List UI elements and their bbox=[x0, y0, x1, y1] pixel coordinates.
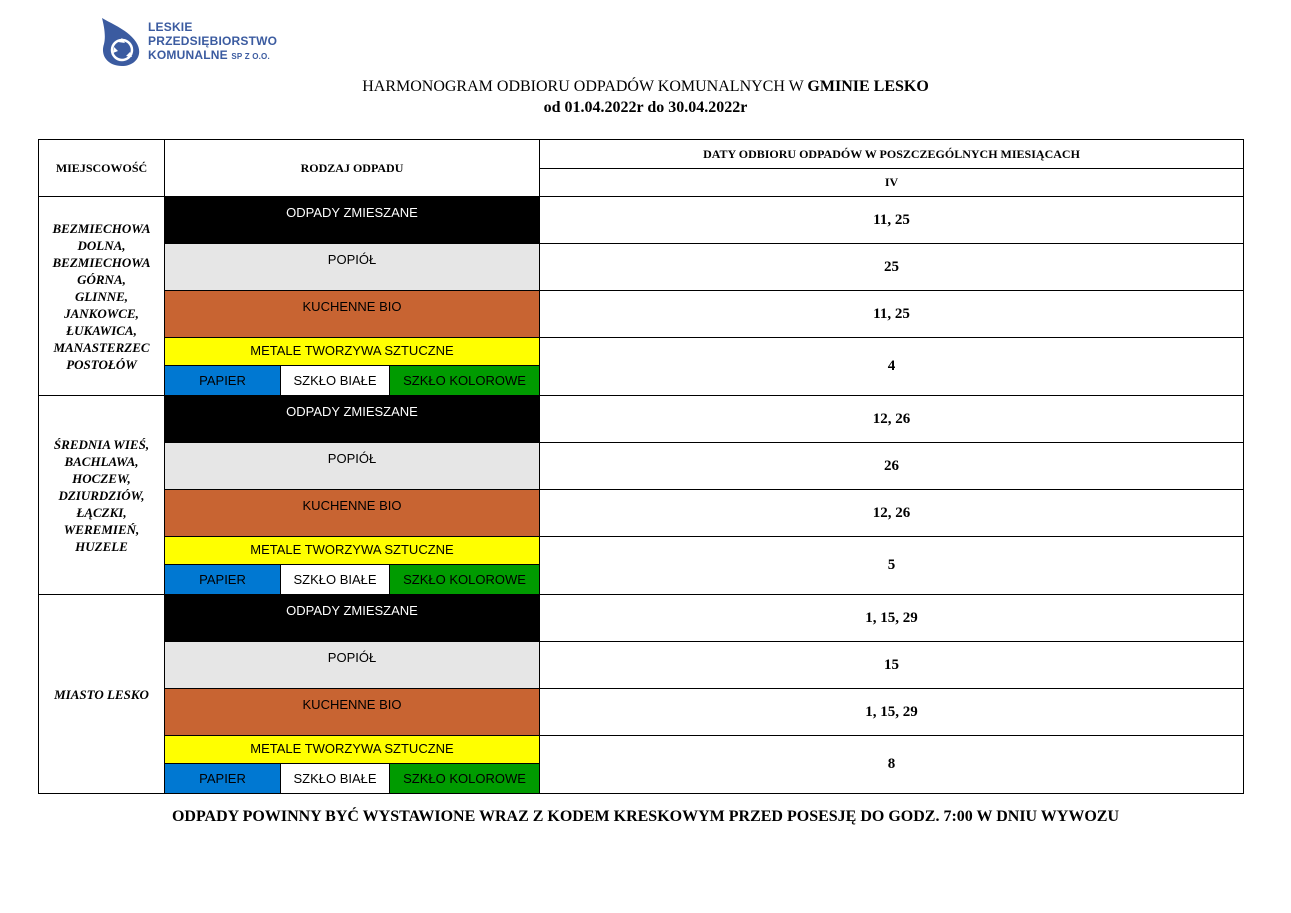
place-name: GLINNE, bbox=[74, 288, 129, 304]
table-row bbox=[39, 689, 1244, 736]
place-name: POSTOŁÓW bbox=[66, 356, 137, 372]
footer-notice: ODPADY POWINNY BYĆ WYSTAWIONE WRAZ Z KODEM KRESKOWYM PRZED POSESJĘ DO GODZ. 7:00 W DNIU WYWOZU bbox=[171, 808, 1120, 825]
header-waste-type: RODZAJ ODPADU bbox=[165, 140, 540, 197]
place-name: MIASTO LESKO bbox=[54, 686, 149, 702]
table-row bbox=[39, 244, 1244, 291]
waste-metal: METALE TWORZYWA SZTUCZNE bbox=[165, 537, 539, 564]
place-name: GÓRNA, bbox=[77, 271, 126, 287]
recycle-drop-icon bbox=[98, 16, 146, 68]
waste-glass-white: SZKŁO BIAŁE bbox=[280, 366, 390, 395]
waste-cell bbox=[165, 689, 540, 736]
table-row bbox=[39, 595, 1244, 642]
header-month: IV bbox=[540, 169, 1244, 197]
waste-paper: PAPIER bbox=[165, 565, 280, 594]
waste-bio: KUCHENNE BIO bbox=[165, 689, 539, 735]
header-dates: DATY ODBIORU ODPADÓW W POSZCZEGÓLNYCH MIESIĄCACH bbox=[540, 140, 1244, 169]
title-prefix: HARMONOGRAM ODBIORU ODPADÓW KOMUNALNYCH W bbox=[362, 78, 808, 95]
waste-cell bbox=[165, 595, 540, 642]
place-name: MANASTERZEC bbox=[53, 339, 150, 355]
table-row bbox=[39, 736, 1244, 764]
table-row bbox=[39, 642, 1244, 689]
logo-line-2: PRZEDSIĘBIORSTWO bbox=[148, 34, 278, 48]
place-name: HUZELE bbox=[75, 538, 128, 554]
waste-cell bbox=[165, 366, 540, 396]
waste-cell bbox=[165, 764, 540, 794]
waste-glass-white: SZKŁO BIAŁE bbox=[280, 764, 390, 793]
waste-cell bbox=[165, 338, 540, 366]
place-name: BACHLAWA, bbox=[64, 453, 139, 469]
waste-cell bbox=[165, 565, 540, 595]
table-row bbox=[39, 443, 1244, 490]
waste-cell bbox=[165, 197, 540, 244]
waste-glass-color: SZKŁO KOLOROWE bbox=[390, 764, 539, 793]
page-title bbox=[0, 78, 1291, 96]
waste-recycling-trio bbox=[165, 366, 539, 395]
header-row-1 bbox=[39, 140, 1244, 169]
waste-glass-white: SZKŁO BIAŁE bbox=[280, 565, 390, 594]
schedule-table bbox=[38, 139, 1244, 794]
place-name: BEZMIECHOWA bbox=[52, 220, 151, 236]
waste-cell bbox=[165, 396, 540, 443]
waste-ash: POPIÓŁ bbox=[165, 244, 539, 290]
logo-line-3 bbox=[148, 48, 277, 64]
date-mixed: 12, 26 bbox=[540, 396, 1244, 443]
company-logo bbox=[98, 14, 298, 70]
date-bio: 11, 25 bbox=[540, 291, 1244, 338]
date-bio: 1, 15, 29 bbox=[540, 689, 1244, 736]
place-name: DZIURDZIÓW, bbox=[58, 487, 145, 503]
waste-recycling-trio bbox=[165, 565, 539, 594]
date-ash: 26 bbox=[540, 443, 1244, 490]
place-list bbox=[39, 686, 164, 703]
place-name: ŚREDNIA WIEŚ, bbox=[53, 436, 150, 452]
table-row bbox=[39, 291, 1244, 338]
waste-cell bbox=[165, 244, 540, 291]
waste-cell bbox=[165, 537, 540, 565]
waste-recycling-trio bbox=[165, 764, 539, 793]
place-name: WEREMIEŃ, bbox=[63, 521, 140, 537]
waste-cell bbox=[165, 291, 540, 338]
place-name: BEZMIECHOWA bbox=[52, 254, 151, 270]
place-name: DOLNA, bbox=[77, 237, 126, 253]
waste-bio: KUCHENNE BIO bbox=[165, 291, 539, 337]
date-range: od 01.04.2022r do 30.04.2022r bbox=[543, 99, 748, 116]
waste-ash: POPIÓŁ bbox=[165, 443, 539, 489]
waste-bio: KUCHENNE BIO bbox=[165, 490, 539, 536]
logo-line-3-main: KOMUNALNE bbox=[148, 48, 228, 62]
waste-paper: PAPIER bbox=[165, 366, 280, 395]
waste-ash: POPIÓŁ bbox=[165, 642, 539, 688]
waste-cell bbox=[165, 736, 540, 764]
logo-line-3-suffix: SP Z O.O. bbox=[231, 52, 270, 61]
waste-glass-color: SZKŁO KOLOROWE bbox=[390, 366, 539, 395]
date-recycling: 4 bbox=[540, 338, 1244, 396]
place-list bbox=[39, 436, 164, 555]
logo-line-1: LESKIE bbox=[148, 20, 193, 34]
place-name: ŁUKAWICA, bbox=[66, 322, 137, 338]
place-name: JANKOWCE, bbox=[64, 305, 139, 321]
waste-cell bbox=[165, 642, 540, 689]
waste-mixed: ODPADY ZMIESZANE bbox=[165, 595, 539, 641]
title-municipality: GMINIE LESKO bbox=[807, 78, 929, 95]
place-name: ŁĄCZKI, bbox=[76, 504, 127, 520]
date-ash: 25 bbox=[540, 244, 1244, 291]
place-cell-3 bbox=[39, 595, 165, 794]
date-recycling: 8 bbox=[540, 736, 1244, 794]
place-cell-2 bbox=[39, 396, 165, 595]
place-cell-1 bbox=[39, 197, 165, 396]
waste-mixed: ODPADY ZMIESZANE bbox=[165, 197, 539, 243]
date-bio: 12, 26 bbox=[540, 490, 1244, 537]
waste-mixed: ODPADY ZMIESZANE bbox=[165, 396, 539, 442]
date-mixed: 11, 25 bbox=[540, 197, 1244, 244]
date-mixed: 1, 15, 29 bbox=[540, 595, 1244, 642]
waste-cell bbox=[165, 443, 540, 490]
place-list bbox=[39, 220, 164, 373]
waste-glass-color: SZKŁO KOLOROWE bbox=[390, 565, 539, 594]
waste-metal: METALE TWORZYWA SZTUCZNE bbox=[165, 338, 539, 365]
table-row bbox=[39, 537, 1244, 565]
waste-cell bbox=[165, 490, 540, 537]
place-name: HOCZEW, bbox=[72, 470, 131, 486]
waste-metal: METALE TWORZYWA SZTUCZNE bbox=[165, 736, 539, 763]
header-place: MIEJSCOWOŚĆ bbox=[39, 140, 165, 197]
table-row bbox=[39, 396, 1244, 443]
date-ash: 15 bbox=[540, 642, 1244, 689]
waste-paper: PAPIER bbox=[165, 764, 280, 793]
table-row bbox=[39, 338, 1244, 366]
date-recycling: 5 bbox=[540, 537, 1244, 595]
table-row bbox=[39, 197, 1244, 244]
table-row bbox=[39, 490, 1244, 537]
logo-text bbox=[148, 20, 277, 64]
